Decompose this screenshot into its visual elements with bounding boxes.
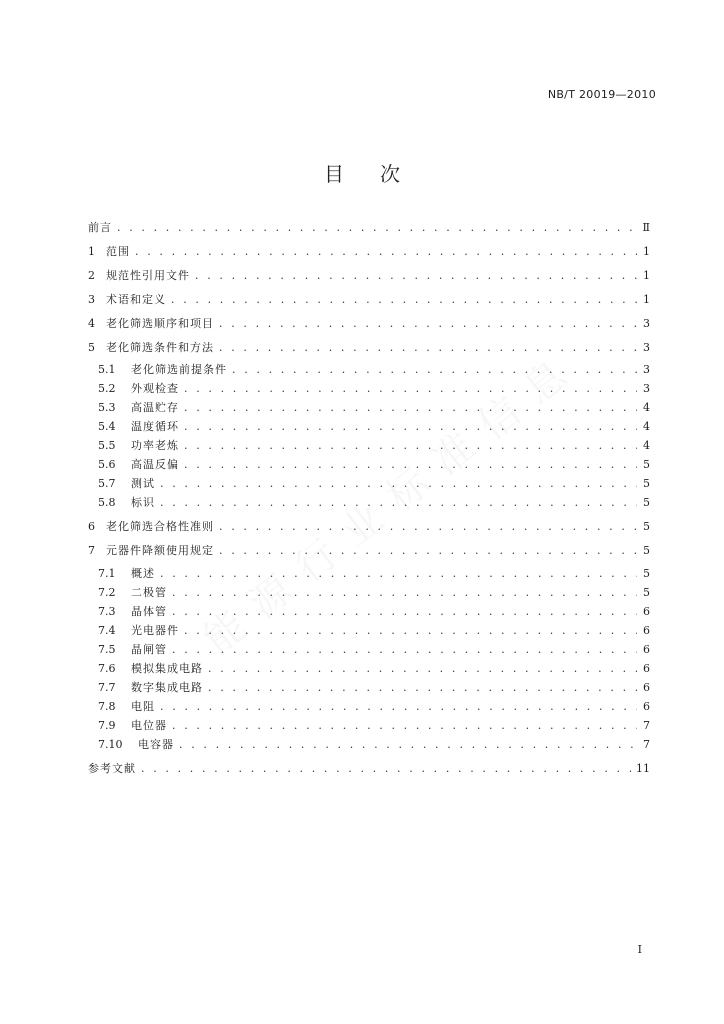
toc-number: 7.7	[98, 680, 116, 694]
toc-entry-5-8[interactable]	[98, 493, 650, 511]
toc-number: 5.3	[98, 400, 116, 414]
toc-label: 参考文献	[88, 762, 136, 775]
toc-leader	[195, 269, 637, 282]
toc-label: 老化筛选条件和方法	[106, 341, 214, 354]
toc-number: 7.1	[98, 566, 116, 580]
toc-number: 3	[88, 292, 95, 306]
toc-page: 5	[643, 476, 650, 490]
toc-entry-7-6[interactable]	[98, 659, 650, 677]
toc-label: 老化筛选合格性准则	[106, 520, 214, 533]
toc-label: 晶体管	[131, 605, 167, 618]
toc-label: 电位器	[131, 719, 167, 732]
toc-page: 5	[643, 495, 650, 509]
toc-entry-5-1[interactable]	[98, 360, 650, 378]
toc-entry-1[interactable]	[88, 242, 650, 260]
toc-entry-3[interactable]	[88, 290, 650, 308]
toc-number: 7	[88, 543, 95, 557]
toc-leader	[160, 700, 637, 713]
toc-leader	[172, 605, 637, 618]
toc-leader	[160, 496, 637, 509]
toc-entry-7-1[interactable]	[98, 564, 650, 582]
toc-number: 5	[88, 340, 95, 354]
toc-leader	[179, 738, 637, 751]
toc-number: 7.4	[98, 623, 116, 637]
toc-label: 范围	[106, 245, 130, 258]
toc-label: 高温反偏	[131, 458, 179, 471]
toc-label: 规范性引用文件	[106, 269, 190, 282]
toc-label: 二极管	[131, 586, 167, 599]
toc-page: 6	[643, 680, 650, 694]
toc-label: 元器件降额使用规定	[106, 544, 214, 557]
toc-number: 1	[88, 244, 95, 258]
toc-leader	[172, 643, 637, 656]
toc-label: 老化筛选前提条件	[131, 363, 227, 376]
standard-code: NB/T 20019—2010	[547, 88, 656, 101]
toc-page: 4	[643, 419, 650, 433]
toc-number: 7.6	[98, 661, 116, 675]
toc-label: 测试	[131, 477, 155, 490]
toc-label: 光电器件	[131, 624, 179, 637]
toc-label: 功率老炼	[131, 439, 179, 452]
toc-entry-7-8[interactable]	[98, 697, 650, 715]
toc-leader	[172, 719, 637, 732]
toc-entry-7-9[interactable]	[98, 716, 650, 734]
toc-page: 3	[643, 381, 650, 395]
toc-entry-5-6[interactable]	[98, 455, 650, 473]
toc-page: 6	[643, 604, 650, 618]
toc-page: 6	[643, 623, 650, 637]
toc-number: 7.9	[98, 718, 116, 732]
toc-page: 3	[643, 340, 650, 354]
toc-leader	[219, 544, 637, 557]
toc-leader	[141, 762, 631, 775]
toc-number: 7.5	[98, 642, 116, 656]
toc-entry-7-4[interactable]	[98, 621, 650, 639]
toc-entry-5-5[interactable]	[98, 436, 650, 454]
toc-page: 5	[643, 585, 650, 599]
toc-leader	[232, 363, 637, 376]
toc-entry-5-2[interactable]	[98, 379, 650, 397]
title-char-1: 目	[324, 162, 344, 186]
title-char-2: 次	[380, 162, 400, 186]
toc-leader	[208, 681, 637, 694]
toc-number: 7.8	[98, 699, 116, 713]
toc-page: 3	[643, 316, 650, 330]
toc-entry-7-5[interactable]	[98, 640, 650, 658]
toc-label: 术语和定义	[106, 293, 166, 306]
toc-page: 5	[643, 519, 650, 533]
toc-leader	[160, 477, 637, 490]
toc-page: 1	[643, 244, 650, 258]
toc-label: 老化筛选顺序和项目	[106, 317, 214, 330]
toc-leader	[219, 520, 637, 533]
toc-leader	[219, 341, 637, 354]
toc-leader	[219, 317, 637, 330]
toc-label: 温度循环	[131, 420, 179, 433]
toc-leader	[117, 221, 637, 234]
toc-leader	[135, 245, 637, 258]
toc-entry-foreword[interactable]	[88, 218, 650, 236]
page-number: I	[637, 943, 642, 956]
toc-entry-5-3[interactable]	[98, 398, 650, 416]
toc-label: 模拟集成电路	[131, 662, 203, 675]
toc-entry-4[interactable]	[88, 314, 650, 332]
toc-number: 5.1	[98, 362, 116, 376]
toc-page: 4	[643, 400, 650, 414]
toc-label: 晶闸管	[131, 643, 167, 656]
toc-leader	[184, 458, 637, 471]
toc-leader	[184, 439, 637, 452]
toc-number: 5.8	[98, 495, 116, 509]
toc-entry-2[interactable]	[88, 266, 650, 284]
toc-page: 6	[643, 699, 650, 713]
toc-number: 5.7	[98, 476, 116, 490]
toc-page: 4	[643, 438, 650, 452]
toc-number: 4	[88, 316, 95, 330]
toc-page: 6	[643, 642, 650, 656]
toc-number: 7.2	[98, 585, 116, 599]
page-title	[0, 158, 724, 187]
toc-page: 1	[643, 292, 650, 306]
toc-label: 数字集成电路	[131, 681, 203, 694]
toc-number: 5.6	[98, 457, 116, 471]
toc-leader	[172, 586, 637, 599]
toc-label: 电容器	[138, 738, 174, 751]
toc-page: 5	[643, 566, 650, 580]
toc-number: 6	[88, 519, 95, 533]
toc-entry-6[interactable]	[88, 517, 650, 535]
toc-label: 高温贮存	[131, 401, 179, 414]
toc-entry-7-10[interactable]	[98, 735, 650, 753]
toc-page: 6	[643, 661, 650, 675]
toc-leader	[171, 293, 637, 306]
toc-leader	[184, 420, 637, 433]
toc-entry-5-4[interactable]	[98, 417, 650, 435]
toc-label: 标识	[131, 496, 155, 509]
toc-label: 前言	[88, 221, 112, 234]
toc-page: 5	[643, 543, 650, 557]
toc-entry-7-3[interactable]	[98, 602, 650, 620]
toc-number: 5.2	[98, 381, 116, 395]
toc-label: 外观检查	[131, 382, 179, 395]
toc-page: 1	[643, 268, 650, 282]
toc-leader	[184, 401, 637, 414]
toc-page: 5	[643, 457, 650, 471]
toc-leader	[160, 567, 637, 580]
toc-page: 7	[643, 737, 650, 751]
toc-label: 概述	[131, 567, 155, 580]
toc-leader	[184, 382, 637, 395]
toc-page: Ⅱ	[642, 220, 650, 234]
toc-entry-7-7[interactable]	[98, 678, 650, 696]
toc-label: 电阻	[131, 700, 155, 713]
toc-leader	[208, 662, 637, 675]
toc-number: 7.10	[98, 737, 123, 751]
toc-page: 11	[636, 761, 650, 775]
toc-entry-7[interactable]	[88, 541, 650, 559]
toc-entry-7-2[interactable]	[98, 583, 650, 601]
toc-entry-references[interactable]	[88, 759, 650, 777]
toc-page: 7	[643, 718, 650, 732]
toc-entry-5[interactable]	[88, 338, 650, 356]
toc-number: 7.3	[98, 604, 116, 618]
toc-number: 5.4	[98, 419, 116, 433]
toc-number: 5.5	[98, 438, 116, 452]
toc-number: 2	[88, 268, 95, 282]
toc-leader	[184, 624, 637, 637]
toc-entry-5-7[interactable]	[98, 474, 650, 492]
toc-page: 3	[643, 362, 650, 376]
